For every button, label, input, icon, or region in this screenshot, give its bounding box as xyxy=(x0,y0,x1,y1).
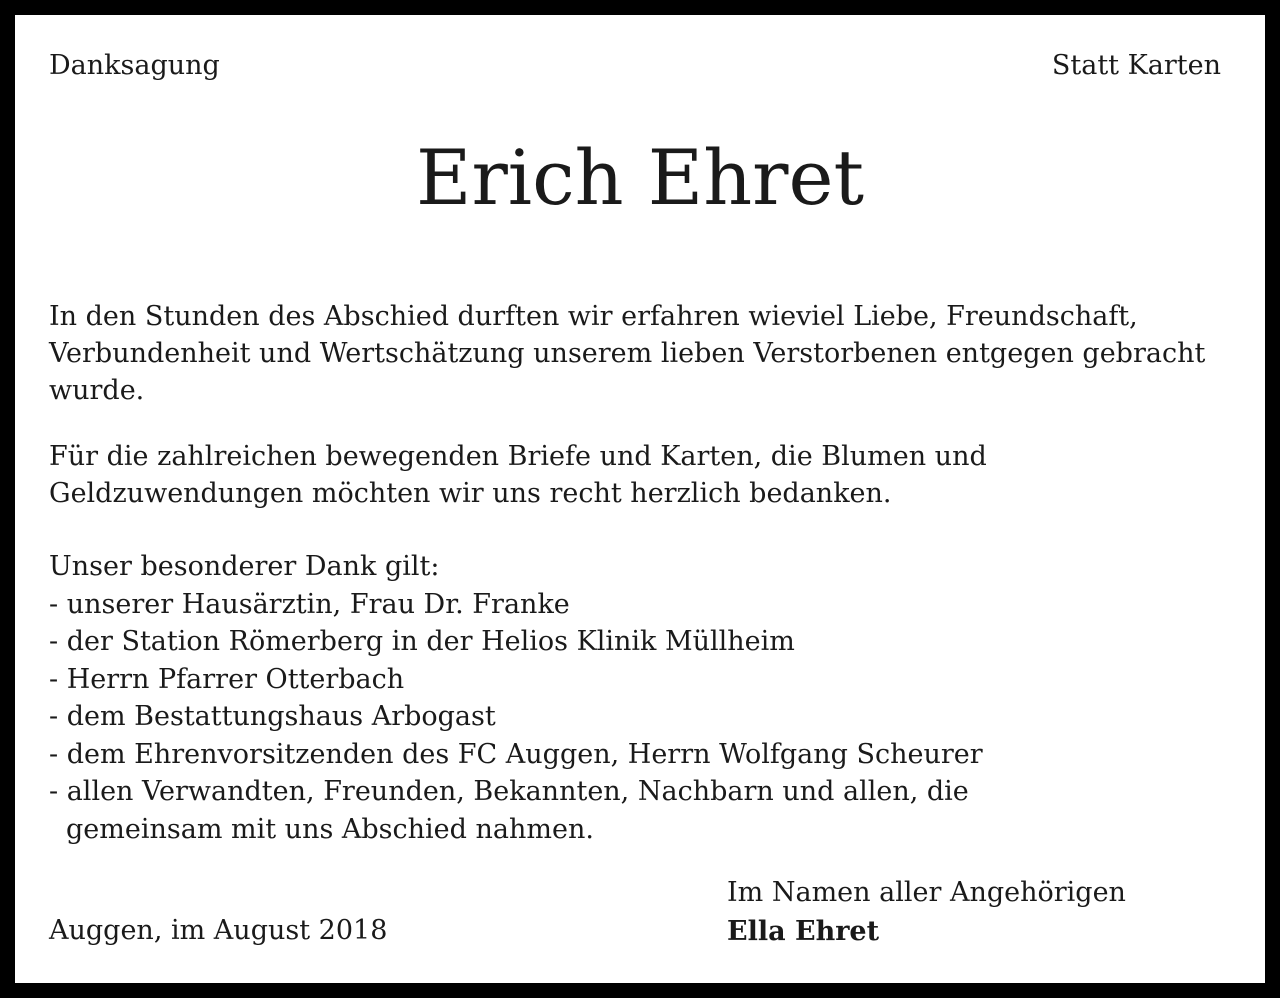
special-thanks-list xyxy=(49,586,1049,849)
special-thanks-intro: Unser besonderer Dank gilt: xyxy=(49,551,440,582)
deceased-name: Erich Ehret xyxy=(415,133,865,222)
list-item: - dem Bestattungshaus Arbogast xyxy=(49,701,496,732)
paragraph-farewell: In den Stunden des Abschied durften wir erfahren wieviel Liebe, Freundschaft, Verbundenheit und Wertschätzung unserem lieben Verstorbenen entgegen gebracht wurde. xyxy=(49,301,1206,406)
list-item: - unserer Hausärztin, Frau Dr. Franke xyxy=(49,588,570,620)
list-item: - allen Verwandten, Freunden, Bekannten, Nachbarn und allen, die gemeinsam mit uns Abschied nahmen. xyxy=(49,776,969,845)
list-item: - der Station Römerberg in der Helios Klinik Müllheim xyxy=(49,626,795,657)
header-right-label: Statt Karten xyxy=(1051,50,1221,81)
paragraph-gratitude: Für die zahlreichen bewegenden Briefe und Karten, die Blumen und Geldzuwendungen möchten wir uns recht herzlich bedanken. xyxy=(49,441,987,509)
special-thanks xyxy=(49,548,1049,848)
header-left-label: Danksagung xyxy=(49,50,220,81)
place-date: Auggen, im August 2018 xyxy=(49,915,388,946)
signature-name: Ella Ehret xyxy=(727,916,880,947)
list-item: - dem Ehrenvorsitzenden des FC Auggen, Herrn Wolfgang Scheurer xyxy=(49,738,983,770)
signature-line: Im Namen aller Angehörigen xyxy=(727,877,1126,908)
signature-block xyxy=(727,873,1126,951)
notice-card xyxy=(15,15,1265,983)
list-item: - Herrn Pfarrer Otterbach xyxy=(49,663,405,695)
